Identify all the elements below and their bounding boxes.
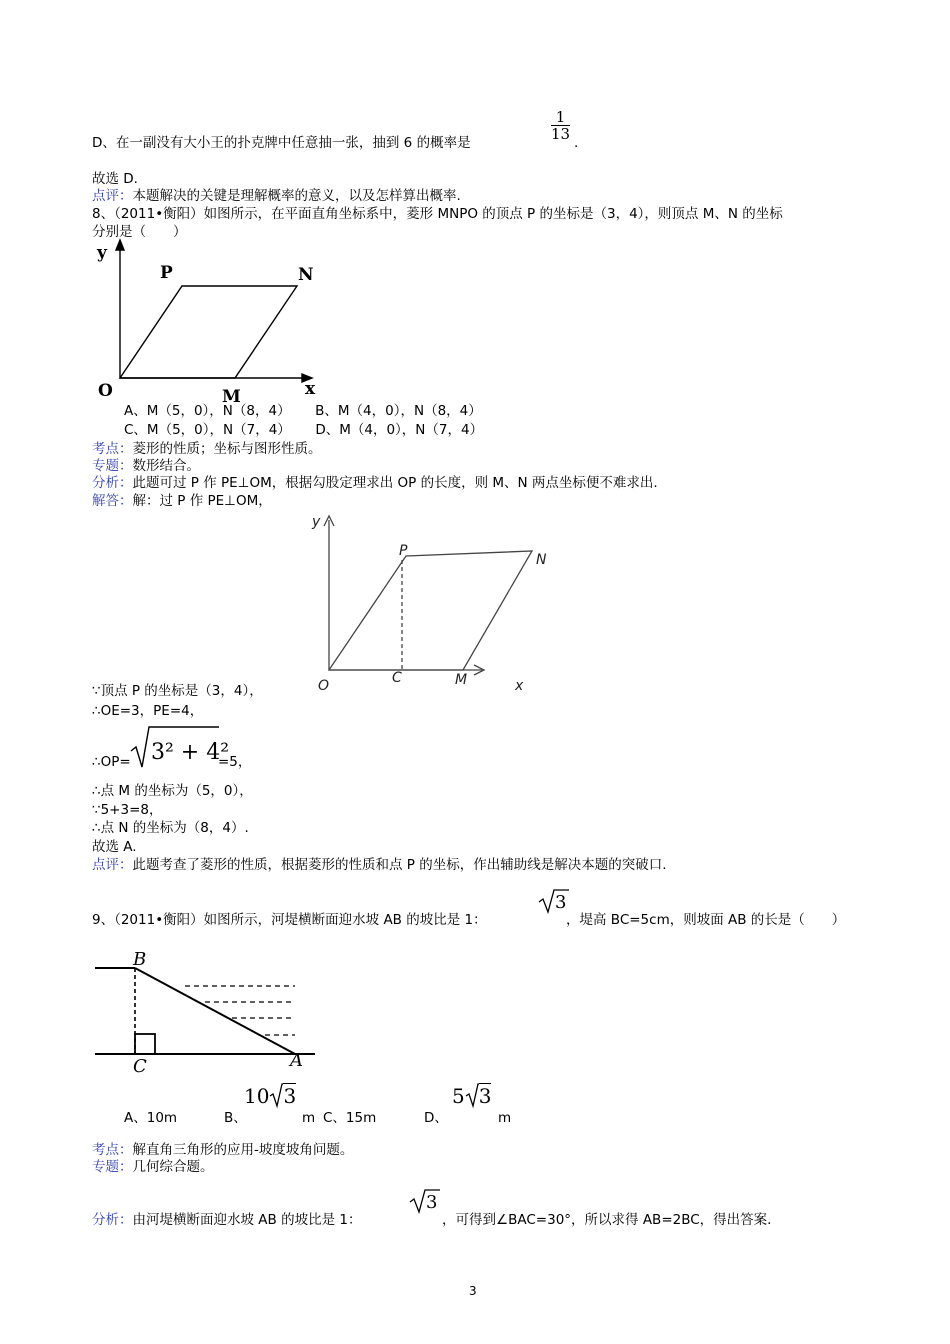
q9-kaodian-label: 考点： — [92, 1142, 133, 1158]
q9-option-d-math — [452, 1084, 491, 1108]
q9-option-b-radicand: 3 — [283, 1084, 297, 1108]
fig3-label-a: A — [290, 1050, 303, 1071]
fig1-label-x: x — [305, 379, 316, 399]
fig1-rhombus — [120, 286, 297, 378]
sqrt-sign-icon — [466, 1084, 479, 1106]
q9-stem-pre: 9、（2011•衡阳）如图所示，河堤横断面迎水坡 AB 的坡比是 1： — [92, 912, 487, 928]
fig2-label-o: O — [318, 678, 330, 694]
fig2-label-p: P — [399, 543, 408, 559]
fig3-right-angle — [135, 1034, 155, 1054]
q9-option-b-unit: m — [302, 1110, 316, 1126]
q8-fenxi — [92, 474, 658, 492]
page-number: 3 — [469, 1284, 477, 1298]
fig1-label-m: M — [222, 387, 241, 407]
q9-figure — [95, 948, 325, 1078]
q8-answer: 故选 A. — [92, 839, 137, 855]
fig3-label-b: B — [133, 949, 147, 970]
q7-fraction-denominator: 13 — [551, 125, 571, 143]
fig2-label-c: C — [392, 670, 402, 686]
q8-zhuanti — [92, 457, 200, 475]
q9-option-a: A、10m — [124, 1110, 178, 1126]
q8-figure-2 — [300, 510, 550, 700]
q8-comment-label: 点评： — [92, 857, 133, 873]
q9-zhuanti-text: 几何综合题。 — [132, 1159, 214, 1175]
sqrt-sign-icon — [270, 1084, 283, 1106]
q9-option-d-coef: 5 — [452, 1084, 465, 1108]
q8-jieda-label: 解答： — [92, 493, 133, 509]
q9-fenxi-pre: 由河堤横断面迎水坡 AB 的坡比是 1： — [132, 1212, 362, 1228]
q8-kaodian — [92, 440, 322, 458]
q9-zhuanti — [92, 1158, 214, 1176]
fig1-label-y: y — [97, 243, 107, 263]
q9-fenxi-sqrt — [408, 1186, 442, 1216]
fig3-slope-ab — [135, 968, 295, 1054]
fig1-label-n: N — [298, 265, 314, 285]
q8-step5: ∵5+3=8， — [92, 802, 163, 818]
q8-jieda — [92, 492, 272, 510]
q9-fenxi-sqrt-radicand: 3 — [426, 1192, 438, 1213]
q7-option-d-text: D、在一副没有大小王的扑克牌中任意抽一张，抽到 6 的概率是 — [92, 135, 471, 151]
q8-stem-line2: 分别是（ ） — [92, 224, 187, 240]
q8-step3-pre: ∴OP= — [92, 754, 131, 770]
q8-step6: ∴点 N 的坐标为（8，4）. — [92, 820, 249, 836]
q8-step3-post: =5， — [218, 754, 252, 770]
q7-fraction — [551, 109, 570, 142]
q8-zhuanti-label: 专题： — [92, 458, 133, 474]
q8-options-line1: A、M（5，0），N（8，4） B、M（4，0），N（8，4） — [124, 403, 482, 419]
q9-option-b-pre: B、 — [224, 1110, 247, 1126]
q9-stem-sqrt-radicand: 3 — [555, 892, 567, 913]
q7-answer: 故选 D. — [92, 171, 138, 187]
q7-comment-text: 本题解决的关键是理解概率的意义，以及怎样算出概率. — [132, 188, 461, 204]
q8-step3-radicand: 3² + 4² — [151, 740, 230, 765]
fig2-rhombus — [329, 551, 532, 670]
q9-option-c: C、15m — [323, 1110, 377, 1126]
q9-fenxi — [92, 1211, 361, 1229]
fig1-y-arrow — [116, 240, 124, 250]
q7-option-d — [92, 134, 471, 152]
fig2-label-m: M — [455, 672, 468, 688]
q8-step4: ∴点 M 的坐标为（5，0）， — [92, 783, 253, 799]
q8-step2: ∴OE=3，PE=4， — [92, 703, 204, 719]
q8-step3-sqrt — [129, 723, 230, 771]
fig2-label-y: y — [312, 514, 321, 530]
fig3-label-c: C — [133, 1056, 147, 1077]
q8-kaodian-text: 菱形的性质；坐标与图形性质。 — [132, 441, 322, 457]
q8-zhuanti-text: 数形结合。 — [132, 458, 200, 474]
q7-comment — [92, 187, 461, 205]
fig2-label-x: x — [515, 678, 524, 694]
q9-option-d-pre: D、 — [424, 1110, 448, 1126]
q9-option-d-unit: m — [498, 1110, 512, 1126]
q8-comment — [92, 856, 667, 874]
q8-options-line2: C、M（5，0），N（7，4） D、M（4，0），N（7，4） — [124, 422, 484, 438]
fig1-label-p: P — [160, 263, 173, 283]
q9-zhuanti-label: 专题： — [92, 1159, 133, 1175]
q8-step1: ∵顶点 P 的坐标是（3，4）， — [92, 683, 263, 699]
q8-comment-text: 此题考查了菱形的性质，根据菱形的性质和点 P 的坐标，作出辅助线是解决本题的突破口. — [132, 857, 667, 873]
q9-kaodian — [92, 1141, 353, 1159]
q8-fenxi-text: 此题可过 P 作 PE⊥OM，根据勾股定理求出 OP 的长度，则 M、N 两点坐标便不难求出. — [132, 475, 658, 491]
q7-comment-label: 点评： — [92, 188, 133, 204]
fig2-label-n: N — [536, 552, 547, 568]
q9-stem-post: ，堤高 BC=5cm，则坡面 AB 的长是（ ） — [566, 912, 846, 928]
q8-figure-1 — [90, 238, 330, 408]
q8-jieda-text: 解：过 P 作 PE⊥OM， — [132, 493, 272, 509]
fig1-label-o: O — [98, 381, 113, 401]
q8-fenxi-label: 分析： — [92, 475, 133, 491]
q7-fraction-numerator: 1 — [551, 109, 570, 126]
q9-option-b-coef: 10 — [244, 1084, 270, 1108]
q7-option-d-end: . — [574, 135, 579, 151]
q9-kaodian-text: 解直角三角形的应用-坡度坡角问题。 — [132, 1142, 354, 1158]
q9-fenxi-post: ，可得到∠BAC=30°，所以求得 AB=2BC，得出答案. — [442, 1212, 772, 1228]
q9-option-d-radicand: 3 — [478, 1084, 492, 1108]
q9-fenxi-label: 分析： — [92, 1212, 133, 1228]
q8-stem-line1: 8、（2011•衡阳）如图所示，在平面直角坐标系中，菱形 MNPO 的顶点 P 的坐标是（3，4），则顶点 M、N 的坐标 — [92, 206, 783, 222]
q9-option-b-math — [244, 1084, 296, 1108]
q8-kaodian-label: 考点： — [92, 441, 133, 457]
